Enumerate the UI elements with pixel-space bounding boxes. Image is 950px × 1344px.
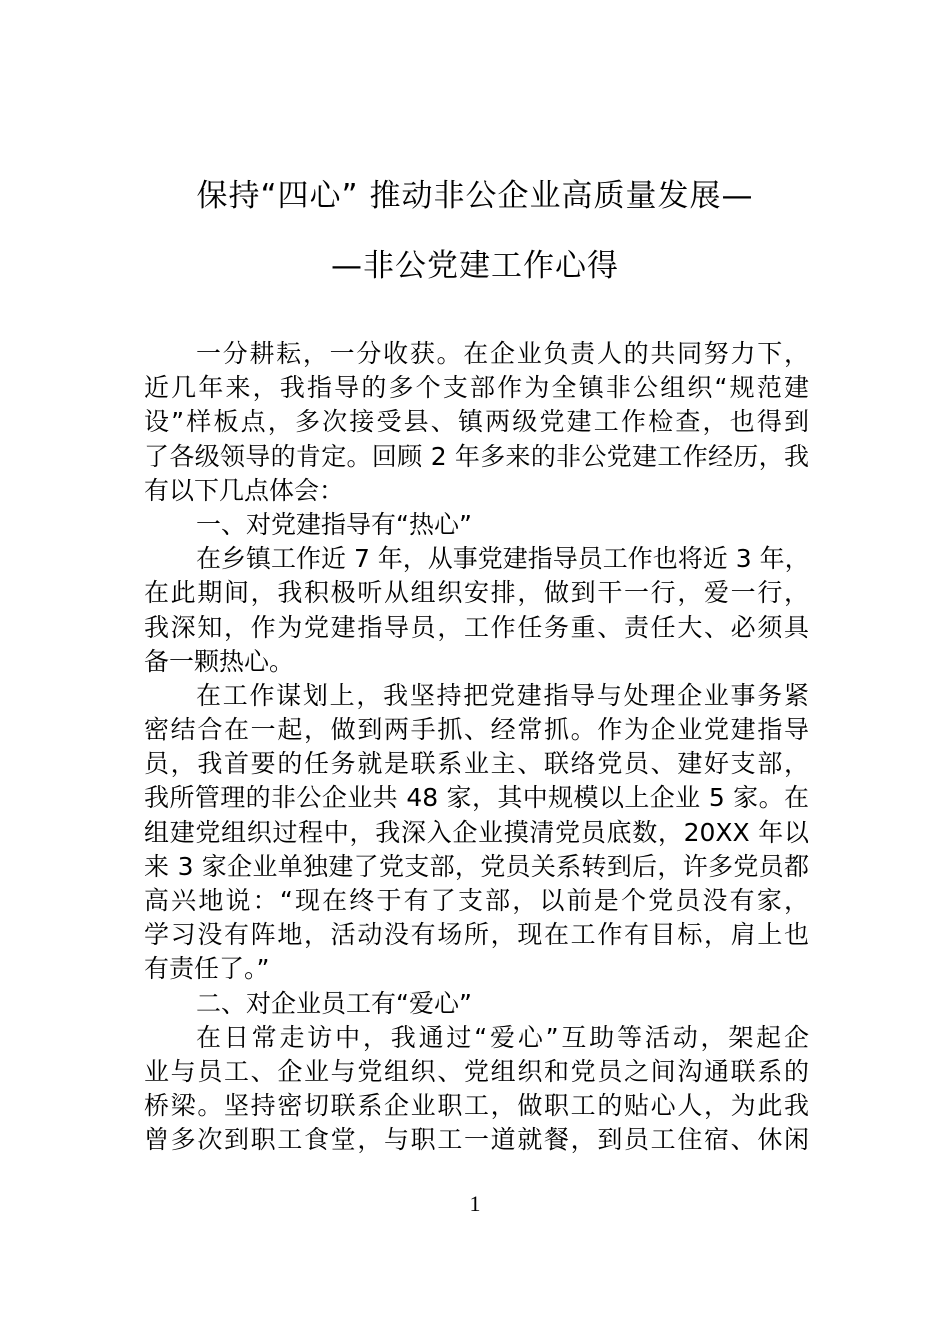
body-line: 一分耕耘，一分收获。在企业负责人的共同努力下，	[196, 339, 809, 368]
title-line-1: 保持“四心” 推动非公企业高质量发展—	[196, 178, 754, 214]
body-line: 了各级领导的肯定。回顾 2 年多来的非公党建工作经历，我	[144, 441, 809, 471]
body-line: 业与员工、企业与党组织、党组织和党员之间沟通联系的	[144, 1056, 809, 1086]
body-line: 近几年来，我指导的多个支部作为全镇非公组织“规范建	[144, 373, 809, 403]
body-line: 我深知，作为党建指导员，工作任务重、责任大、必须具	[144, 612, 809, 642]
body-line: 在工作谋划上，我坚持把党建指导与处理企业事务紧	[196, 680, 809, 710]
section-heading-1: 一、对党建指导有“热心”	[196, 509, 472, 539]
page-number: 1	[469, 1191, 481, 1216]
body-line: 在此期间，我积极听从组织安排，做到干一行，爱一行，	[144, 578, 809, 608]
title-line-2: —非公党建工作心得	[331, 248, 619, 284]
body-line: 在乡镇工作近 7 年，从事党建指导员工作也将近 3 年，	[196, 544, 810, 574]
body-line: 员，我首要的任务就是联系业主、联络党员、建好支部，	[144, 749, 809, 779]
body-line: 在日常走访中，我通过“爱心”互助等活动，架起企	[196, 1022, 809, 1052]
body-line: 密结合在一起，做到两手抓、经常抓。作为企业党建指导	[144, 715, 809, 745]
body-line: 有以下几点体会：	[144, 475, 345, 505]
body-line: 桥梁。坚持密切联系企业职工，做职工的贴心人，为此我	[144, 1091, 809, 1121]
body-line: 高兴地说：“现在终于有了支部，以前是个党员没有家，	[144, 886, 809, 915]
section-heading-2: 二、对企业员工有“爱心”	[196, 988, 472, 1018]
body-line: 有责任了。”	[144, 954, 270, 984]
body-line: 备一颗热心。	[144, 646, 295, 676]
body-line: 我所管理的非公企业共 48 家，其中规模以上企业 5 家。在	[144, 783, 809, 813]
body-line: 曾多次到职工食堂，与职工一道就餐，到员工住宿、休闲	[144, 1125, 809, 1155]
body-line: 来 3 家企业单独建了党支部，党员关系转到后，许多党员都	[144, 851, 809, 881]
body-line: 组建党组织过程中，我深入企业摸清党员底数，20XX 年以	[144, 817, 809, 847]
body-line: 设”样板点，多次接受县、镇两级党建工作检查，也得到	[144, 407, 809, 437]
body-line: 学习没有阵地，活动没有场所，现在工作有目标，肩上也	[144, 920, 809, 950]
body-text	[144, 337, 809, 1158]
